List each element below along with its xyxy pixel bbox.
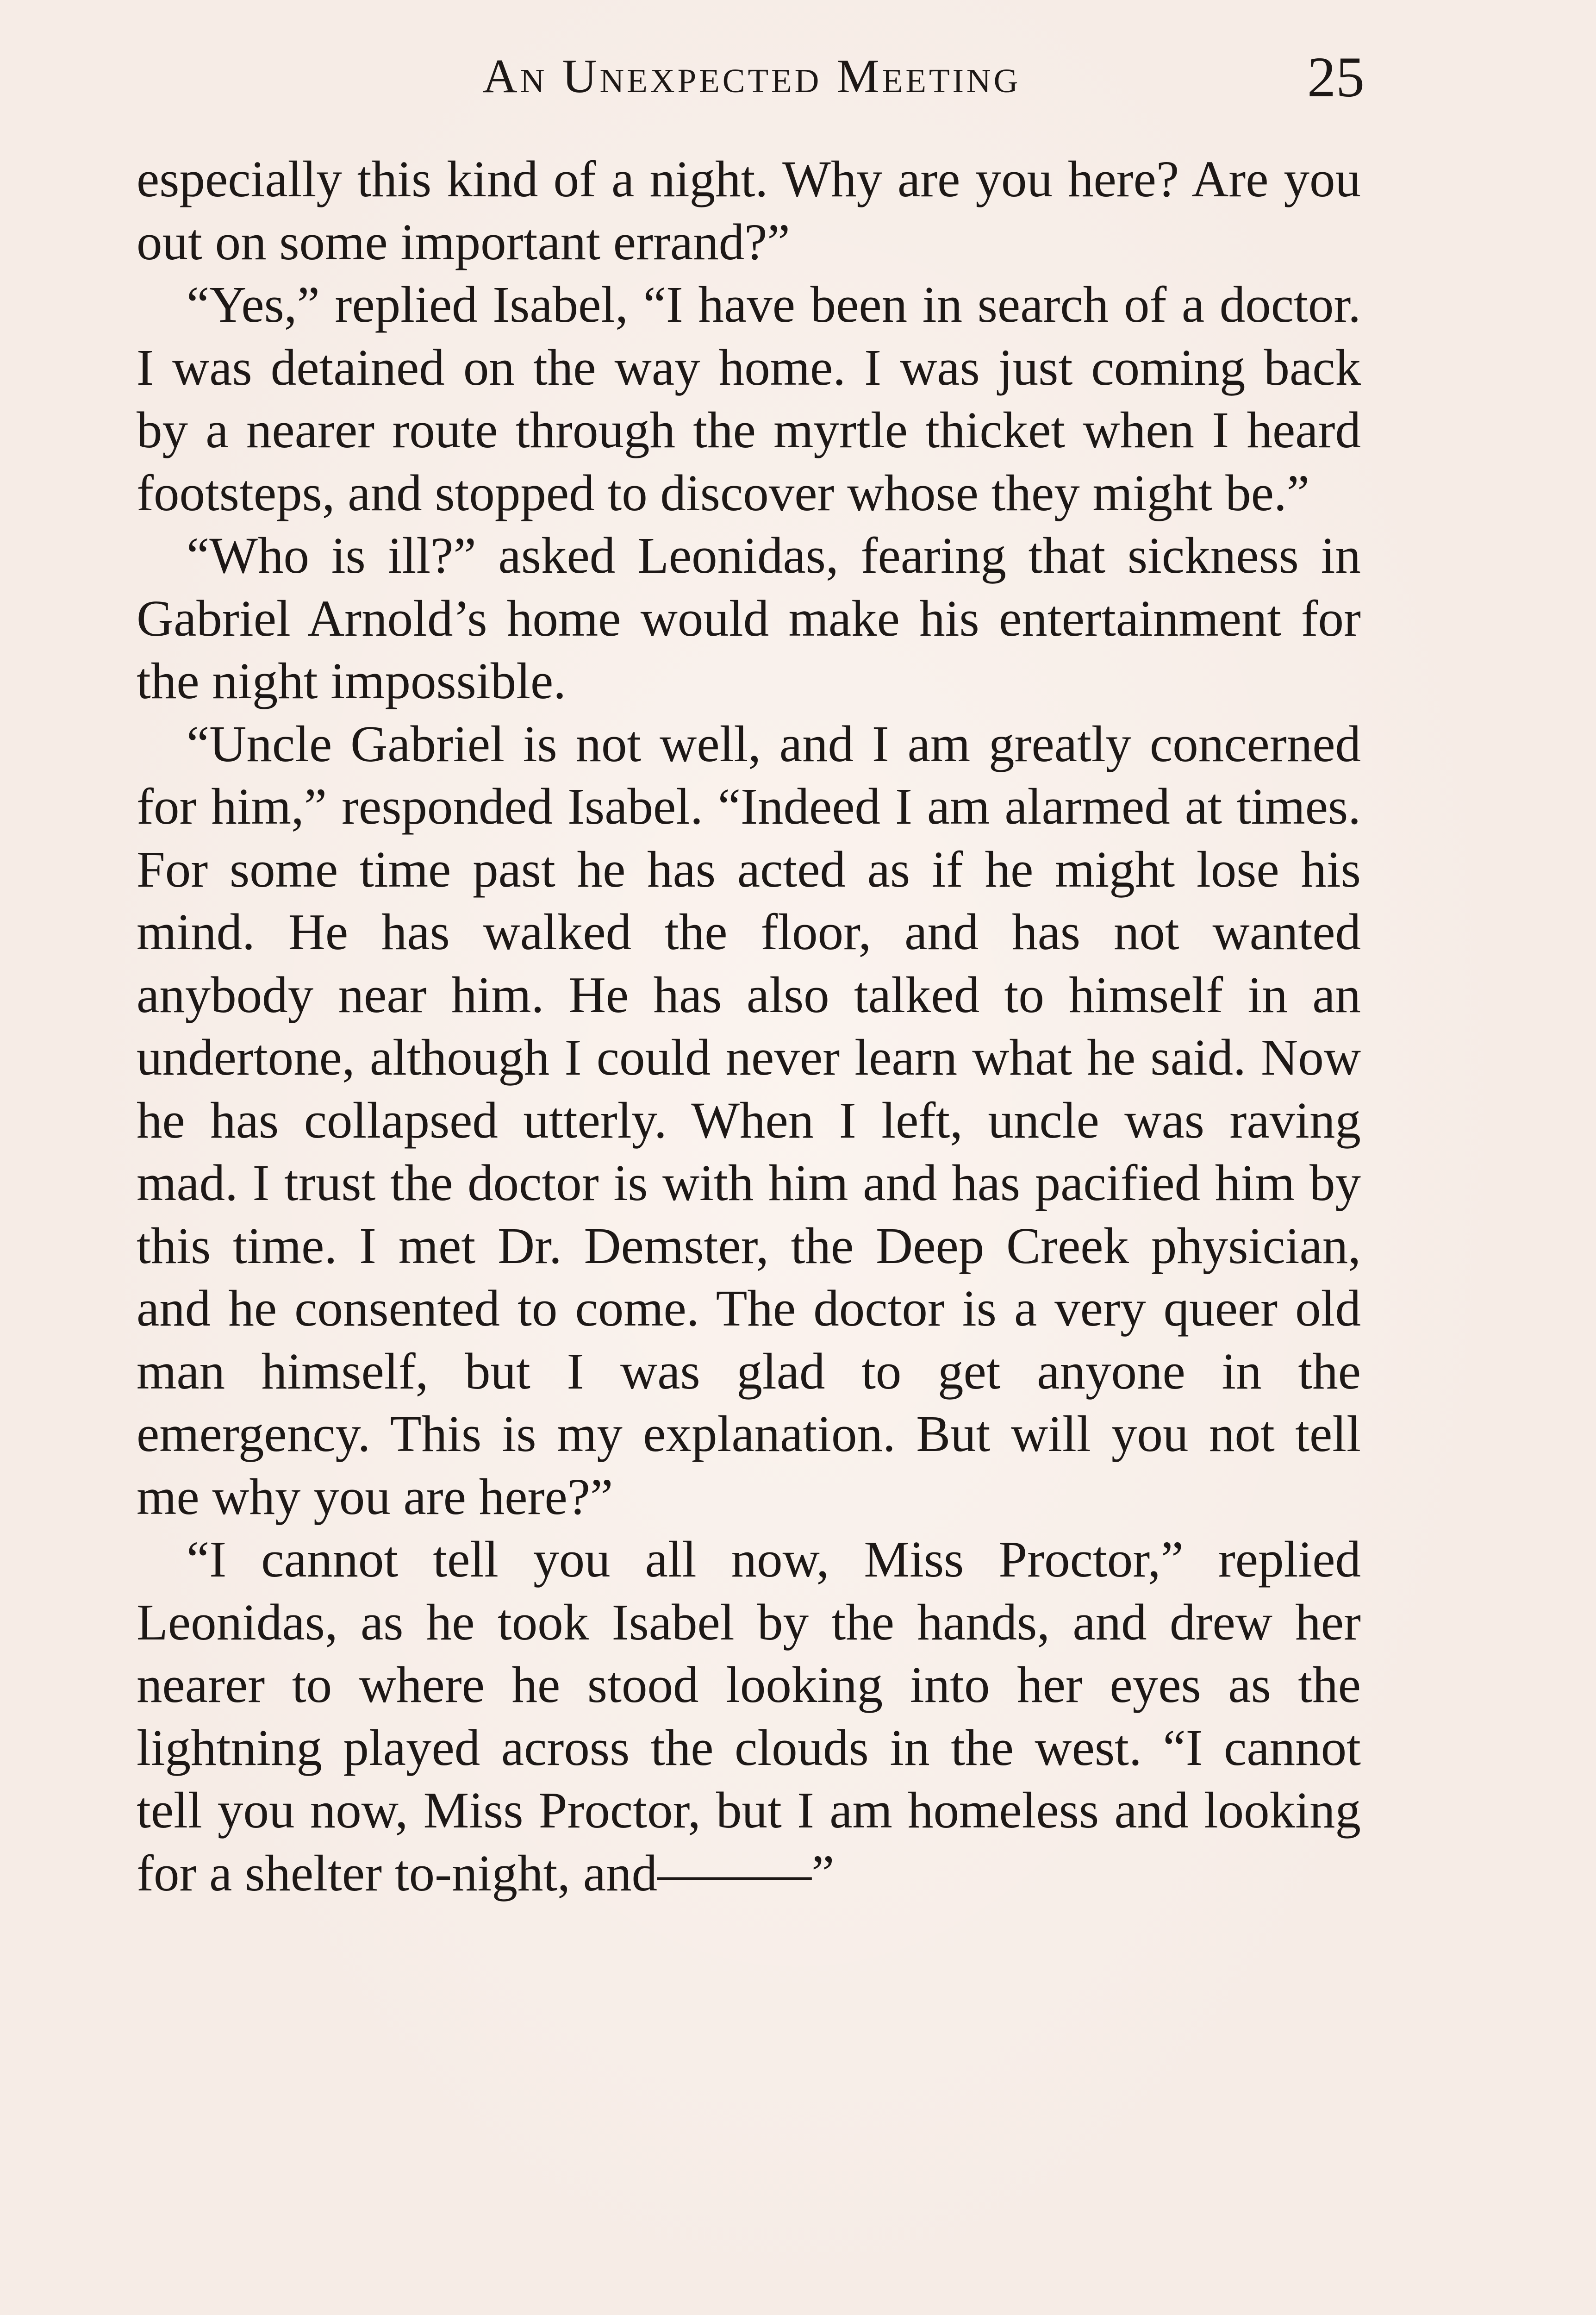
body-text: [137, 148, 1361, 1905]
paragraph: “Yes,” replied Isabel, “I have been in search of a doctor. I was detained on the way home. I was just coming back by a nearer route through the myrtle thicket when I heard footsteps, and stopped to discover whose they might be.”: [137, 276, 1361, 522]
running-title: An Unexpected Meeting: [482, 50, 1021, 103]
paragraph: “Who is ill?” asked Leonidas, fearing that sickness in Gabriel Arnold’s home would make his entertainment for the night impossible.: [137, 527, 1361, 710]
page-number: 25: [1307, 45, 1365, 109]
paragraph: especially this kind of a night. Why are you here? Are you out on some important errand?”: [137, 151, 1361, 271]
running-head: [139, 43, 1365, 112]
paragraph: “I cannot tell you all now, Miss Proctor,” replied Leonidas, as he took Isabel by the hands, and drew her nearer to where he stood looking into her eyes as the lightning played across the clouds in the west. “I cannot tell you now, Miss Proctor, but I am homeless and looking for a shelter to-night, and———”: [137, 1531, 1361, 1902]
paragraph: “Uncle Gabriel is not well, and I am greatly concerned for him,” responded Isabel. “Indeed I am alarmed at times. For some time past he has acted as if he might lose his mind. He has walked the floor, and has not wanted anybody near him. He has also talked to himself in an undertone, although I could never learn what he said. Now he has collapsed utterly. When I left, uncle was raving mad. I trust the doctor is with him and has pacified him by this time. I met Dr. Demster, the Deep Creek physician, and he consented to come. The doctor is a very queer old man himself, but I was glad to get anyone in the emergency. This is my explanation. But will you not tell me why you are here?”: [137, 715, 1361, 1526]
